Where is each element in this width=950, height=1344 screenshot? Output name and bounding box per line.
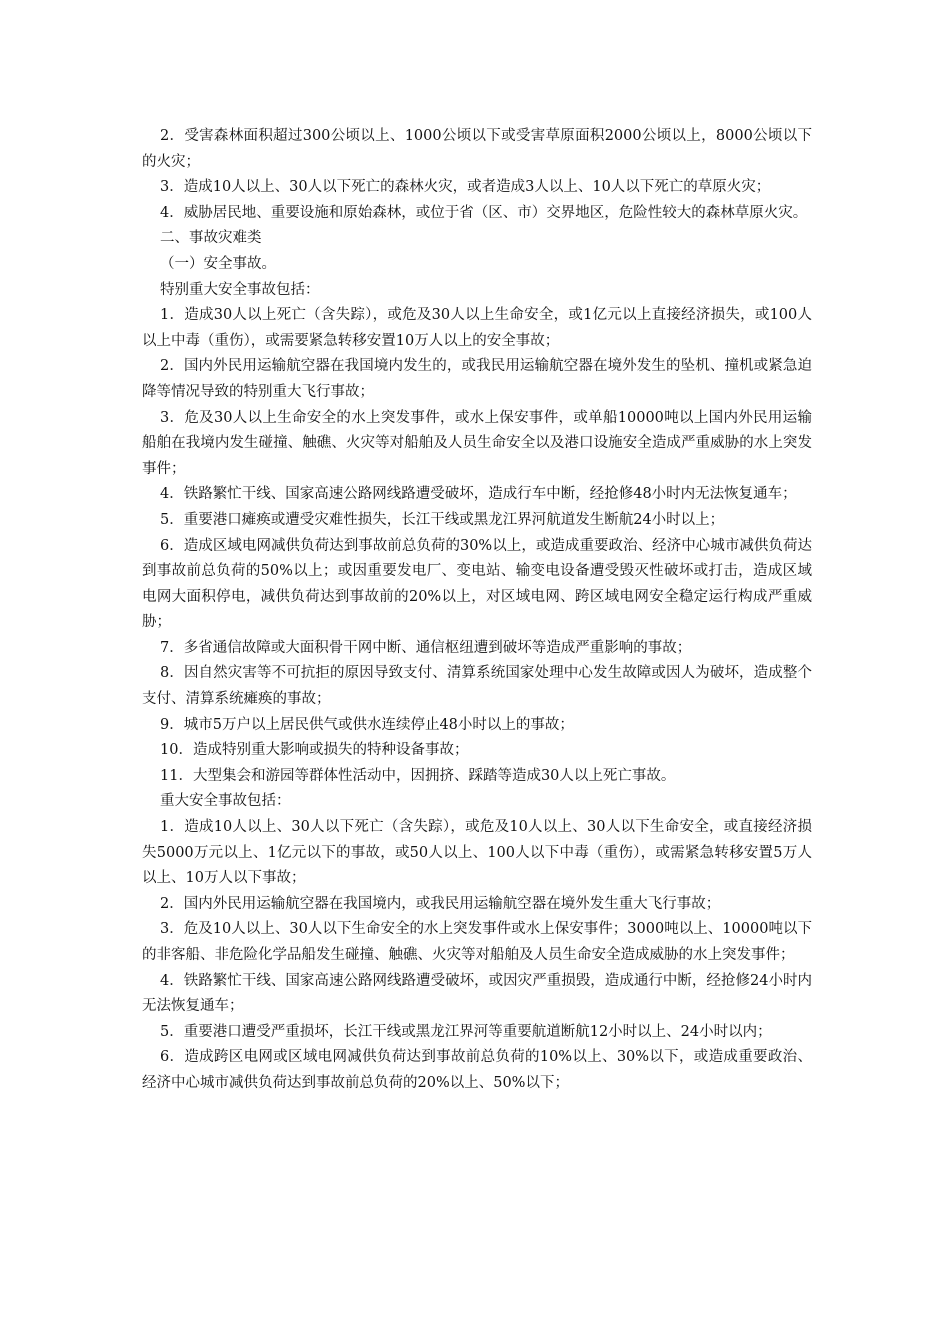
category-heading: 特别重大安全事故包括： [160,281,320,298]
paragraph: 3．危及10人以上、30人以下生命安全的水上突发事件或水上保安事件；3000吨以上、10000吨以下的非客船、非危险化学品船发生碰撞、触礁、火灾等对船舶及人员生命安全造成威胁的水上突发事件； [142,921,812,963]
paragraph: 4．铁路繁忙干线、国家高速公路网线路遭受破坏，或因灾严重损毁，造成通行中断，经抢修24小时内无法恢复通车； [142,972,812,1015]
paragraph: 5．重要港口遭受严重损坏，长江干线或黑龙江界河等重要航道断航12小时以上、24小时以内； [160,1023,772,1040]
paragraph: 1．造成10人以上、30人以下死亡（含失踪），或危及10人以上、30人以下生命安全，或直接经济损失5000万元以上、1亿元以下的事故，或50人以上、100人以下中毒（重伤），或需紧急转移安置5万人以上、10万人以下事故； [142,819,812,887]
paragraph: 5．重要港口瘫痪或遭受灾难性损失，长江干线或黑龙江界河航道发生断航24小时以上； [160,511,725,528]
paragraph: 9．城市5万户以上居民供气或供水连续停止48小时以上的事故； [160,716,574,733]
paragraph: 3．造成10人以上、30人以下死亡的森林火灾，或者造成3人以上、10人以下死亡的草原火灾； [160,179,771,196]
paragraph: 4．威胁居民地、重要设施和原始森林，或位于省（区、市）交界地区，危险性较大的森林草原火灾。 [160,204,808,221]
paragraph: 2．国内外民用运输航空器在我国境内，或我民用运输航空器在境外发生重大飞行事故； [160,895,721,912]
subsection-heading: （一）安全事故。 [160,255,276,272]
paragraph: 3．危及30人以上生命安全的水上突发事件，或水上保安事件，或单船10000吨以上国内外民用运输船舶在我境内发生碰撞、触礁、火灾等对船舶及人员生命安全以及港口设施安全造成严重威胁的水上突发事件； [142,409,812,477]
paragraph: 11．大型集会和游园等群体性活动中，因拥挤、踩踏等造成30人以上死亡事故。 [160,767,676,784]
paragraph: 2．国内外民用运输航空器在我国境内发生的，或我民用运输航空器在境外发生的坠机、撞机或紧急迫降等情况导致的特别重大飞行事故； [142,358,812,400]
section-heading: 二、事故灾难类 [160,230,262,247]
paragraph: 8．因自然灾害等不可抗拒的原因导致支付、清算系统国家处理中心发生故障或因人为破坏，造成整个支付、清算系统瘫痪的事故； [142,665,812,708]
paragraph: 6．造成区域电网减供负荷达到事故前总负荷的30%以上，或造成重要政治、经济中心城市减供负荷达到事故前总负荷的50%以上；或因重要发电厂、变电站、输变电设备遭受毁灭性破坏或打击，造成区域电网大面积停电，减供负荷达到事故前的20%以上，对区域电网、跨区域电网安全稳定运行构成严重威胁； [142,537,812,631]
paragraph: 1．造成30人以上死亡（含失踪），或危及30人以上生命安全，或1亿元以上直接经济损失，或100人以上中毒（重伤），或需要紧急转移安置10万人以上的安全事故； [142,307,812,349]
paragraph: 10．造成特别重大影响或损失的特种设备事故； [160,742,469,759]
document-body [142,124,812,1097]
paragraph: 6．造成跨区电网或区域电网减供负荷达到事故前总负荷的10%以上、30%以下，或造成重要政治、经济中心城市减供负荷达到事故前总负荷的20%以上、50%以下； [142,1049,812,1091]
paragraph: 7．多省通信故障或大面积骨干网中断、通信枢纽遭到破坏等造成严重影响的事故； [160,639,692,656]
category-heading: 重大安全事故包括： [160,793,291,810]
paragraph: 4．铁路繁忙干线、国家高速公路网线路遭受破坏，造成行车中断，经抢修48小时内无法恢复通车； [160,486,797,503]
paragraph: 2．受害森林面积超过300公顷以上、1000公顷以下或受害草原面积2000公顷以上，8000公顷以下的火灾； [142,128,812,170]
